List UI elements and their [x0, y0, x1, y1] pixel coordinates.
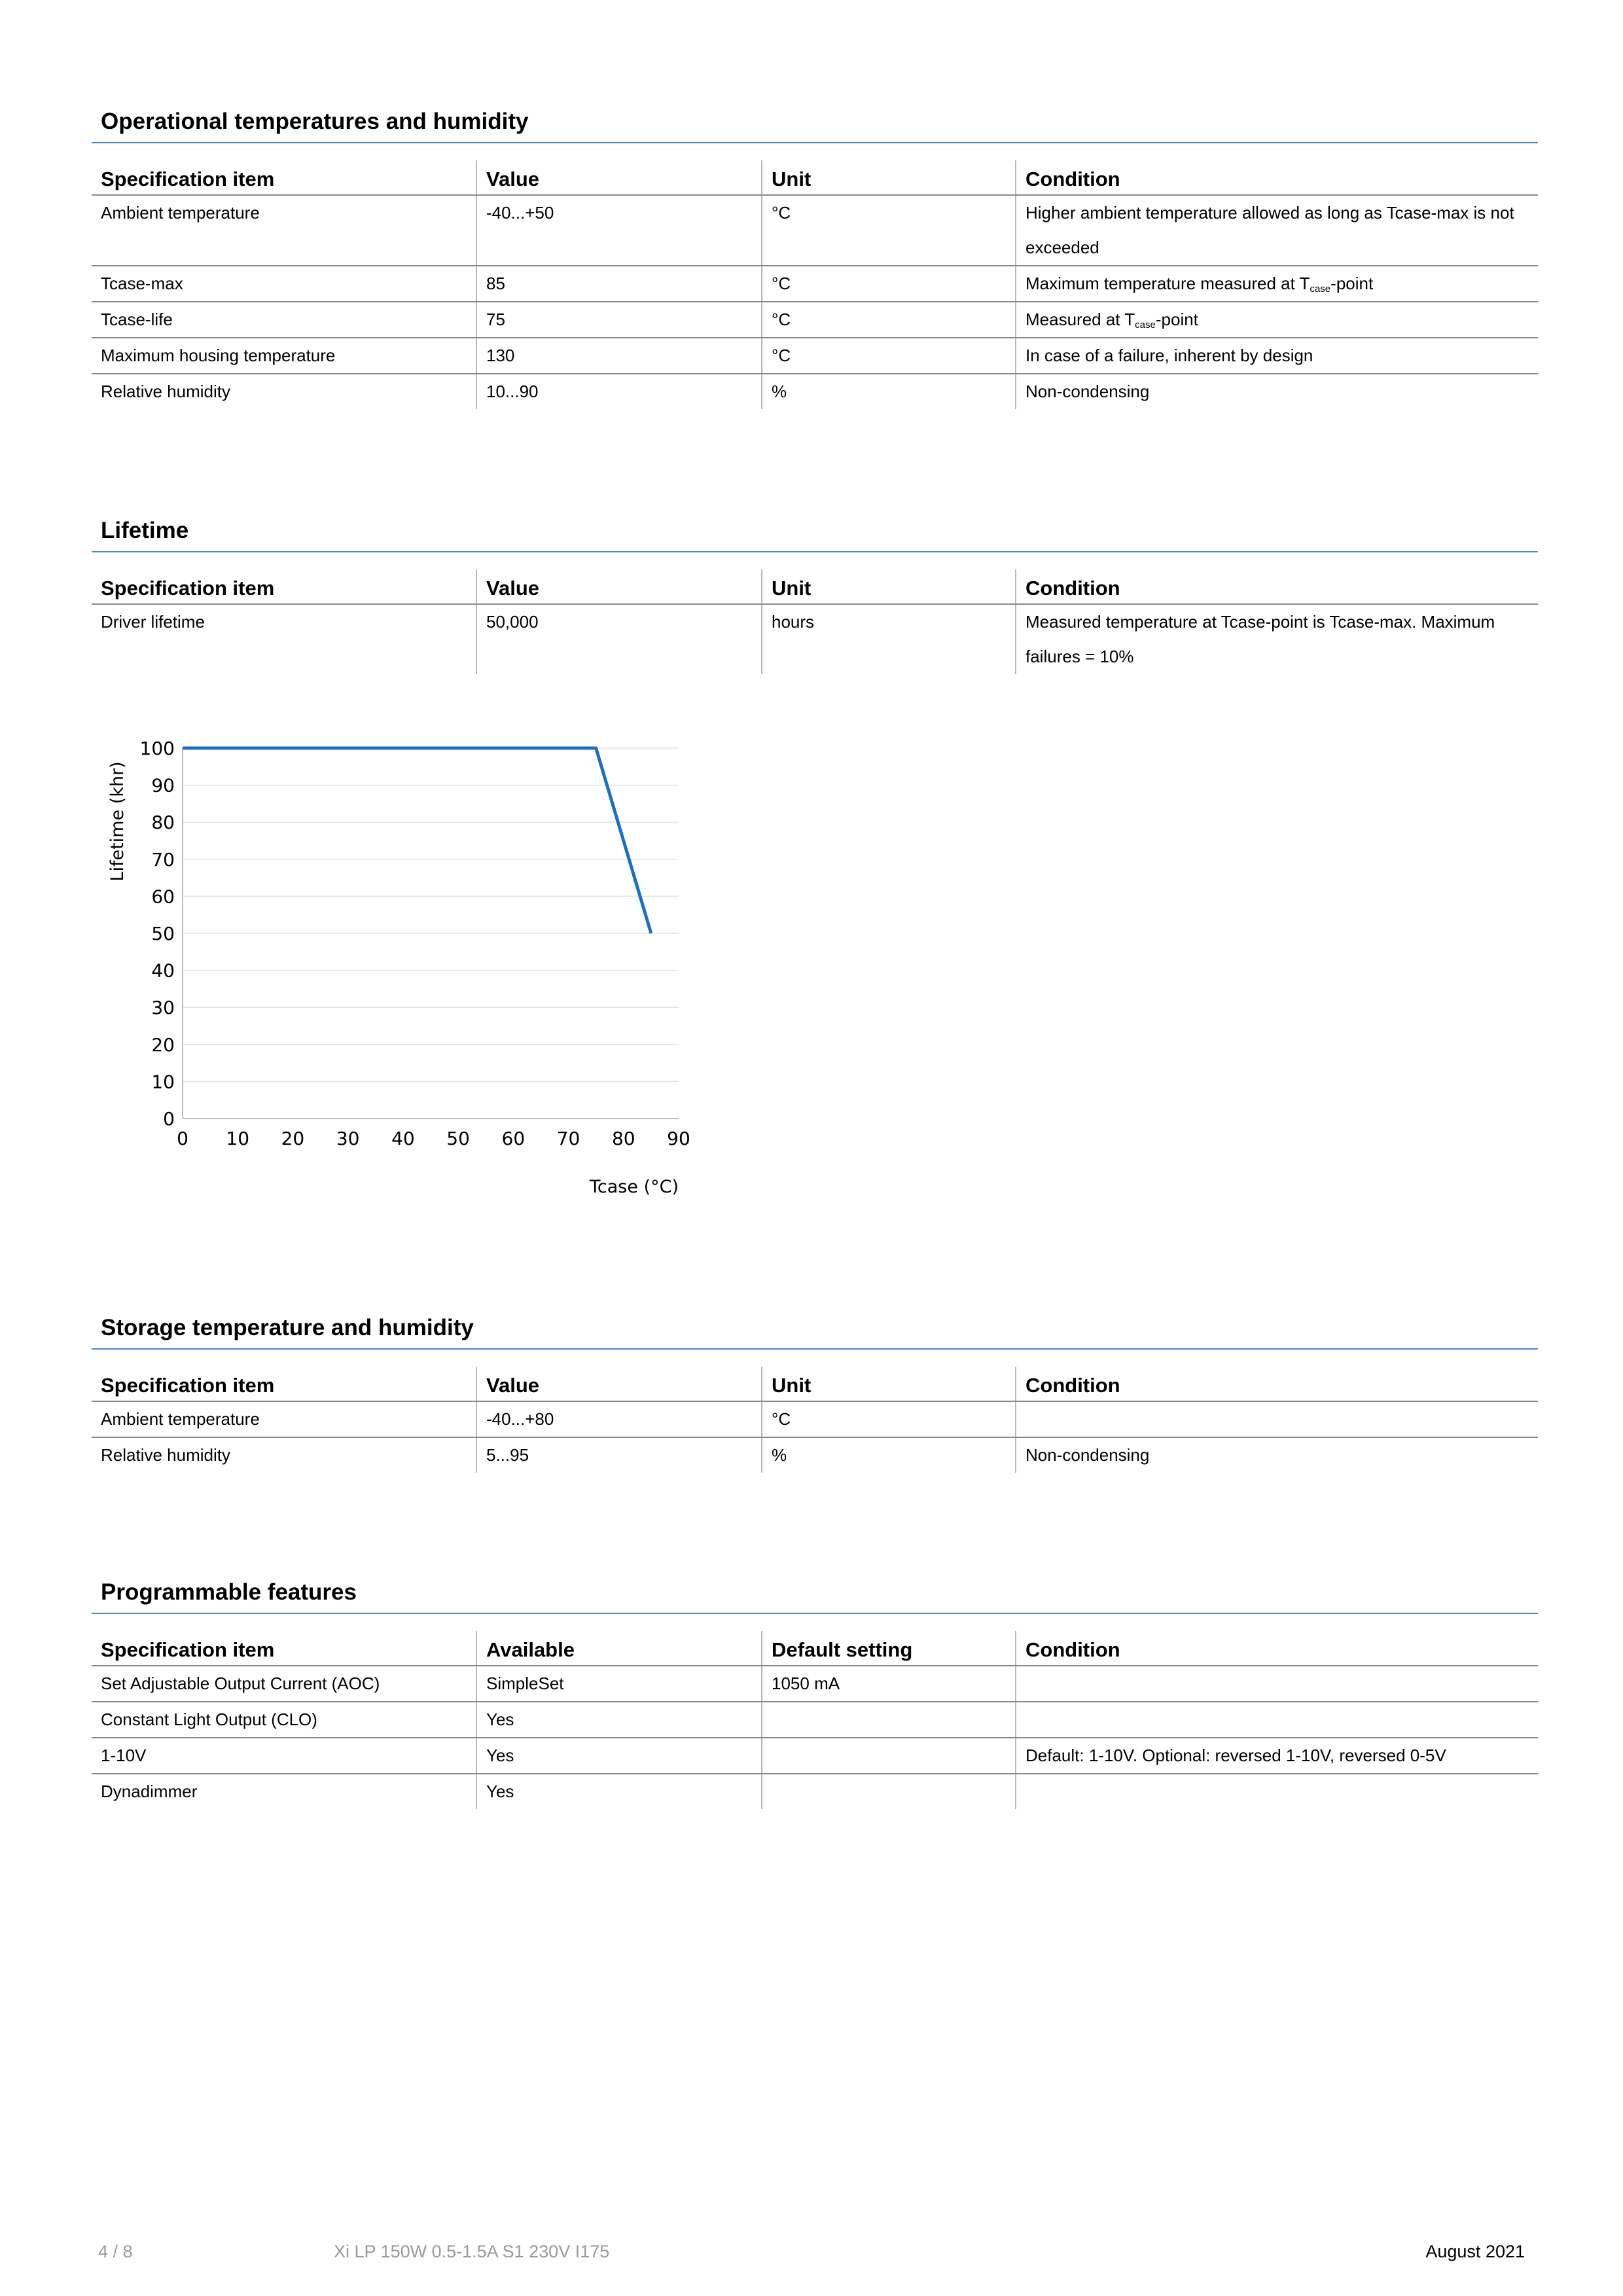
cell-value: 85 [476, 266, 762, 302]
y-axis-label: Lifetime (khr) [107, 761, 128, 882]
cell-condition: Non-condensing [1016, 374, 1538, 409]
table-row [92, 374, 1538, 409]
cell-condition: Higher ambient temperature allowed as long as Tcase-max is not exceeded [1016, 195, 1538, 266]
cell-item: Constant Light Output (CLO) [92, 1702, 476, 1738]
column-header: Value [476, 1367, 762, 1401]
tick-labels [140, 738, 690, 1149]
table-header-row [92, 160, 1538, 195]
cell-default [762, 1702, 1016, 1738]
y-tick-label: 40 [151, 960, 175, 982]
column-header: Specification item [92, 1631, 476, 1666]
programmable-table [92, 1631, 1538, 1809]
table-row [92, 1437, 1538, 1473]
cell-condition [1016, 302, 1538, 338]
x-axis-label: Tcase (°C) [590, 1177, 679, 1197]
footer-date: August 2021 [1425, 2242, 1525, 2261]
x-tick-label: 90 [667, 1128, 690, 1149]
cell-item: Driver lifetime [101, 612, 205, 632]
cell-default [762, 1738, 1016, 1774]
table-row [92, 1702, 1538, 1738]
x-tick-label: 0 [177, 1128, 188, 1149]
table-row [92, 1666, 1538, 1702]
cell-condition: Default: 1-10V. Optional: reversed 1-10V, reversed 0-5V [1016, 1738, 1538, 1774]
subscript: case [1310, 283, 1331, 295]
table-row [92, 1774, 1538, 1809]
cell-unit: % [762, 374, 1016, 409]
cell-condition [1016, 1774, 1538, 1809]
storage-table [92, 1367, 1538, 1473]
cell-item: Relative humidity [101, 1445, 230, 1465]
cell-default [762, 1774, 1016, 1809]
column-header: Unit [762, 569, 1016, 604]
table-header-row [92, 1631, 1538, 1666]
y-tick-label: 10 [151, 1071, 175, 1093]
section-programmable [92, 1572, 1538, 1801]
section-lifetime [92, 511, 1538, 666]
section-title: Programmable features [92, 1572, 1538, 1614]
column-header: Default setting [762, 1631, 1016, 1666]
section-storage [92, 1308, 1538, 1465]
section-title: Operational temperatures and humidity [92, 101, 1538, 143]
cell-item: Tcase-max [92, 266, 476, 302]
table-header-row [92, 569, 1538, 604]
cell-value: 50,000 [476, 604, 762, 674]
footer-page-number: 4 / 8 [98, 2242, 133, 2261]
cell-unit: hours [762, 604, 1016, 674]
cell-item: Ambient temperature [92, 1401, 476, 1437]
table-row [92, 338, 1538, 374]
x-tick-label: 10 [226, 1128, 250, 1149]
column-header: Available [476, 1631, 762, 1666]
column-header: Unit [762, 160, 1016, 195]
x-tick-label: 80 [611, 1128, 635, 1149]
column-header: Value [476, 569, 762, 604]
x-tick-label: 20 [281, 1128, 305, 1149]
lifetime-chart [98, 733, 700, 1217]
cell-item: Tcase-life [92, 302, 476, 338]
cell-value: 75 [476, 302, 762, 338]
cell-condition: In case of a failure, inherent by design [1016, 338, 1538, 374]
cell-item: 1-10V [92, 1738, 476, 1774]
cell-condition [1016, 1666, 1538, 1702]
column-header: Unit [762, 1367, 1016, 1401]
x-tick-label: 60 [501, 1128, 526, 1149]
table-row [92, 302, 1538, 338]
cell-value: -40...+80 [476, 1401, 762, 1437]
y-tick-label: 70 [151, 848, 175, 870]
cell-value: 130 [476, 338, 762, 374]
y-tick-label: 100 [139, 738, 175, 759]
table-row [92, 604, 1538, 674]
cell-available: Yes [476, 1774, 762, 1809]
cell-condition [1016, 1401, 1538, 1437]
column-header: Specification item [92, 1367, 476, 1401]
subscript: case [1135, 319, 1156, 331]
column-header: Condition [1016, 1367, 1538, 1401]
footer-product-name: Xi LP 150W 0.5-1.5A S1 230V I175 [334, 2242, 610, 2261]
cell-value: 10...90 [476, 374, 762, 409]
x-tick-label: 50 [446, 1128, 470, 1149]
operational-table [92, 160, 1538, 409]
cell-condition: Measured temperature at Tcase-point is Tcase-max. Maximum failures = 10% [1016, 604, 1538, 674]
y-tick-label: 30 [151, 997, 175, 1019]
condition-text: Maximum temperature measured at T [1026, 274, 1310, 293]
table-row [92, 1401, 1538, 1437]
column-header: Condition [1016, 569, 1538, 604]
y-tick-label: 80 [151, 812, 175, 834]
condition-text: Measured at T [1026, 310, 1135, 329]
cell-value: -40...+50 [476, 195, 762, 266]
y-tick-label: 50 [151, 923, 175, 944]
cell-unit: °C [762, 195, 1016, 266]
section-operational [92, 101, 1538, 401]
cell-unit: °C [762, 1401, 1016, 1437]
y-tick-label: 90 [151, 774, 175, 797]
column-header: Condition [1016, 160, 1538, 195]
data-series [183, 748, 651, 933]
cell-condition: Non-condensing [1016, 1437, 1538, 1473]
series-line [183, 748, 651, 933]
cell-item: Ambient temperature [92, 195, 476, 266]
cell-available: Yes [476, 1702, 762, 1738]
cell-unit: °C [762, 302, 1016, 338]
section-title: Lifetime [92, 511, 1538, 552]
cell-value: 5...95 [476, 1437, 762, 1473]
column-header: Value [476, 160, 762, 195]
x-tick-label: 70 [556, 1128, 580, 1149]
cell-available: SimpleSet [476, 1666, 762, 1702]
cell-item: Set Adjustable Output Current (AOC) [92, 1666, 476, 1702]
column-header: Specification item [92, 569, 476, 604]
cell-condition [1016, 1702, 1538, 1738]
table-row [92, 195, 1538, 266]
cell-default: 1050 mA [762, 1666, 1016, 1702]
grid-lines [183, 748, 679, 1081]
table-row [92, 1738, 1538, 1774]
cell-unit: °C [762, 266, 1016, 302]
y-tick-label: 60 [151, 886, 175, 908]
table-row [92, 266, 1538, 302]
cell-available: Yes [476, 1738, 762, 1774]
cell-item: Maximum housing temperature [92, 338, 476, 374]
table-header-row [92, 1367, 1538, 1401]
column-header: Condition [1016, 1631, 1538, 1666]
cell-condition [1016, 266, 1538, 302]
cell-item: Dynadimmer [101, 1782, 198, 1801]
condition-text-suffix: -point [1155, 310, 1198, 329]
y-tick-label: 0 [163, 1108, 175, 1130]
section-title: Storage temperature and humidity [92, 1308, 1538, 1350]
cell-unit: % [762, 1437, 1016, 1473]
y-tick-label: 20 [151, 1033, 175, 1056]
cell-item: Relative humidity [101, 382, 230, 401]
x-tick-label: 30 [336, 1128, 360, 1149]
column-header: Specification item [92, 160, 476, 195]
lifetime-table [92, 569, 1538, 674]
cell-unit: °C [762, 338, 1016, 374]
condition-text-suffix: -point [1330, 274, 1374, 293]
x-tick-label: 40 [391, 1128, 415, 1149]
